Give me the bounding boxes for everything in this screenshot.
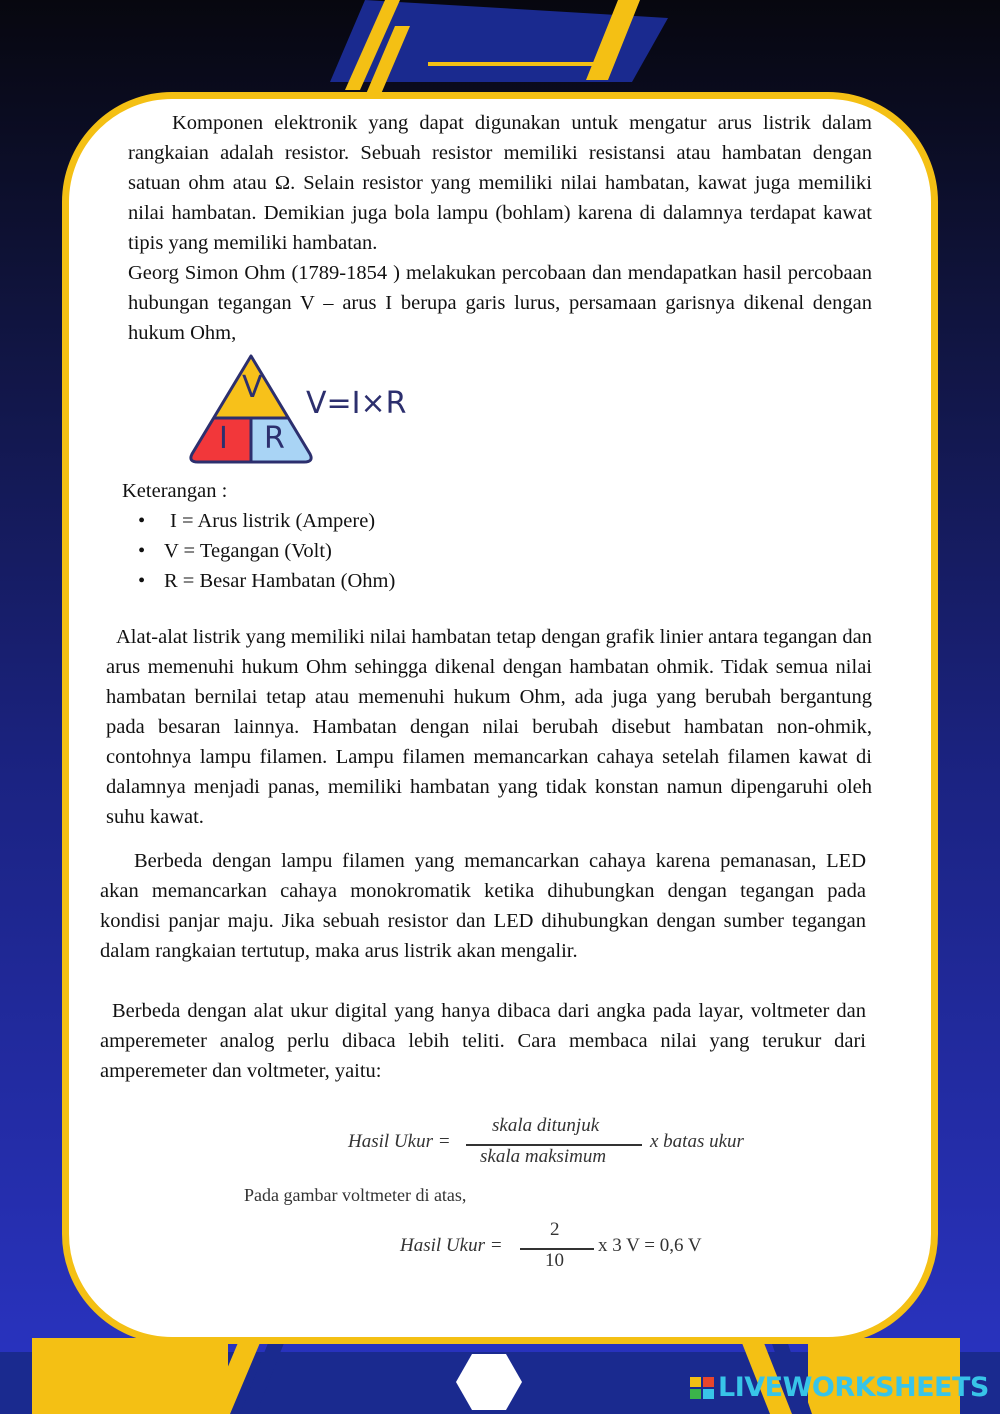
equation2-lhs: Hasil Ukur = (400, 1235, 503, 1256)
list-item: • R = Besar Hambatan (Ohm) (138, 570, 396, 592)
ohm-law-formula: V=I×R (306, 386, 407, 421)
list-item-text: I = Arus listrik (Ampere) (170, 510, 376, 532)
list-item: • V = Tegangan (Volt) (138, 540, 332, 562)
equation1-lhs: Hasil Ukur = (348, 1131, 451, 1152)
triangle-label-r: R (264, 421, 285, 456)
liveworksheets-logo-icon (690, 1377, 716, 1399)
equation2-denominator: 10 (545, 1250, 564, 1271)
keterangan-title: Keterangan : (122, 480, 228, 502)
example-intro: Pada gambar voltmeter di atas, (244, 1185, 467, 1205)
equation1-denominator: skala maksimum (480, 1146, 607, 1167)
list-item-text: V = Tegangan (Volt) (164, 540, 332, 562)
paragraph-meter: Berbeda dengan alat ukur digital yang hanya dibaca dari angka pada layar, voltmeter dan amperemeter analog perlu dibaca lebih teliti. Cara membaca nilai yang terukur dari amperemeter dan voltmeter, yaitu: (100, 1000, 866, 1082)
equation1-rhs: x batas ukur (650, 1131, 744, 1152)
paragraph-ohmic: Alat-alat listrik yang memiliki nilai hambatan tetap dengan grafik linier antara tegangan dan arus memenuhi hukum Ohm sehingga dikenal dengan hambatan ohmik. Tidak semua nilai hambatan bernilai tetap atau memenuhi hukum Ohm, ada juga yang berubah bergantung pada besaran lainnya. Hambatan dengan nilai berubah disebut hambatan non-ohmik, contohnya lampu filamen. Lampu filamen memancarkan cahaya setelah filamen kawat di dalamnya menjadi panas, memiliki hambatan yang tidak konstan namun dipengaruhi oleh suhu kawat. (106, 626, 872, 828)
triangle-label-v: V (242, 370, 263, 405)
triangle-label-i: I (219, 421, 228, 456)
equation2-rhs: x 3 V = 0,6 V (598, 1235, 702, 1256)
paragraph-ohm: Georg Simon Ohm (1789-1854 ) melakukan percobaan dan mendapatkan hasil percobaan hubungan tegangan V – arus I berupa garis lurus, persamaan garisnya dikenal dengan hukum Ohm, (128, 262, 872, 344)
paragraph-led: Berbeda dengan lampu filamen yang memancarkan cahaya karena pemanasan, LED akan memancarkan cahaya monokromatik ketika dihubungkan dengan tegangan pada kondisi panjar maju. Jika sebuah resistor dan LED dihubungkan dengan sumber tegangan dalam rangkaian tertutup, maka arus listrik akan mengalir. (100, 850, 866, 962)
brand-name: LIVEWORKSHEETS (718, 1372, 989, 1403)
paragraph-resistor: Komponen elektronik yang dapat digunakan untuk mengatur arus listrik dalam rangkaian adalah resistor. Sebuah resistor memiliki resistansi atau hambatan dengan satuan ohm atau Ω. Selain resistor yang memiliki nilai hambatan, kawat juga memiliki nilai hambatan. Demikian juga bola lampu (bohlam) karena di dalamnya terdapat kawat tipis yang memiliki hambatan. (128, 112, 872, 254)
equation2-numerator: 2 (550, 1219, 560, 1240)
list-item: • I = Arus listrik (Ampere) (138, 510, 376, 532)
list-item-text: R = Besar Hambatan (Ohm) (164, 570, 396, 592)
equation1-numerator: skala ditunjuk (492, 1115, 600, 1136)
